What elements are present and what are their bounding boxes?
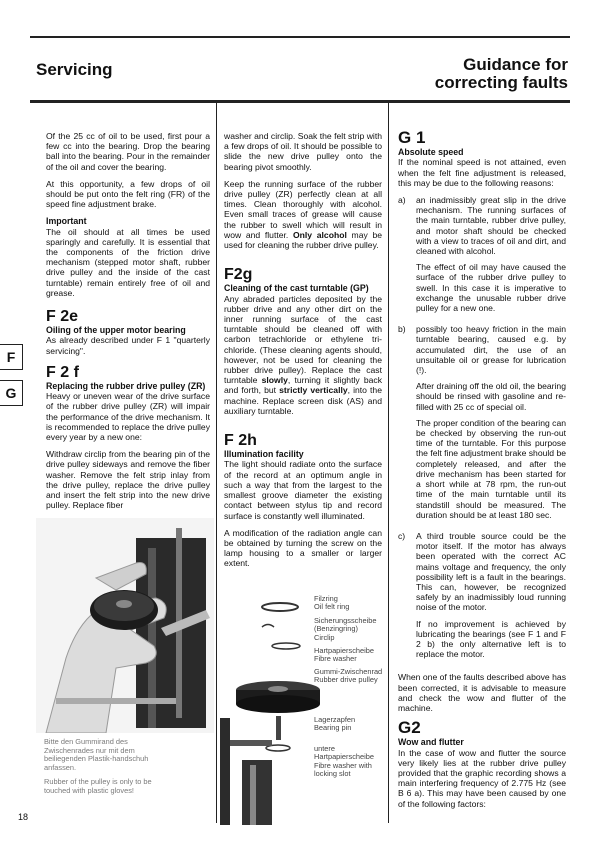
part-label-bearing-pin [314,716,386,733]
col2-p2-bold: Only alcohol [292,229,347,240]
col2-p2-end: may be used for cleaning the rubber drive pulley. [224,229,383,251]
list-item [398,531,566,665]
list-item [398,324,566,526]
part-en: Rubber drive pulley [314,675,378,685]
page-title-servicing: Servicing [36,60,113,79]
f2g-part-e: , into the machine. Replace screen disk (AS) and auxiliary turntable. [224,385,382,416]
item-b-text-2: After draining off the old oil, the bearing should be rinsed with gasoline and re-filled with 25 cc of special oil. [416,381,566,412]
section-g1-subtitle: Absolute speed [398,147,464,158]
photo-caption-english: Rubber of the pulley is only to be touched with plastic gloves! [44,777,152,795]
col1-paragraph-1: Of the 25 cc of oil to be used, first pour a few cc into the bearing. Drop the bearing ball into the bearing. Pour in the remainder of the oil and cover the bearing. [46,131,210,172]
f2g-part-c: , turning it slightly back and forth, but [224,375,383,396]
section-f2e-subtitle: Oiling of the upper motor bearing [46,325,186,336]
part-label-rubber-drive-pulley [314,668,386,685]
col2-paragraph-2 [224,179,382,250]
column-2 [224,131,382,576]
part-de: Filzring [314,594,338,603]
list-marker: c) [398,530,406,541]
item-a-text-2: The effect of oil may have caused the surface of the rubber drive pulley to swell. In this case it is imperative to exchange the unusable rubber drive pulley for a new one. [416,262,566,314]
section-g1-title: G 1 [398,128,426,147]
g1-reasons-list [398,195,566,665]
header-rule [30,100,570,103]
section-f2f-text-1: Heavy or uneven wear of the drive surface of the rubber drive pulley (ZR) will impair the performance of the drive mechanism. It is recommended to replace the drive pulley every year by a new one: [46,391,210,443]
part-label-fibre-washer-slot [314,745,386,779]
list-marker: b) [398,324,406,335]
glove-photo [36,518,214,733]
page-number: 18 [18,812,29,822]
f2g-bold-slowly: slowly [261,375,288,386]
col2-p2-start: Keep the running surface of the rubber drive pulley (ZR) perfectly clean at all times. Clean thoroughly with alcohol. Even small traces of grease will cause the rubber to swell which will result in wow and flutter. [224,178,382,240]
tab-g: G [0,380,23,406]
section-g2-text: In the case of wow and flutter the source very likely lies at the rubber drive pulley provided that the graphic recording shows a main interfering frequency of 2.775 Hz (see B 6 a). This may have been caused by one of the following factors: [398,747,566,809]
section-f2f-text-2: Withdraw circlip from the bearing pin of the drive pulley sideways and remove the fiber washer. Remove the felt strip inlay from the drive pulley, replace the drive pulley and insert the felt strip into the new drive pulley. Replace fiber [46,449,210,511]
column-divider-2 [388,103,389,823]
section-f2g-text [224,294,382,416]
part-en: Circlip [314,632,335,642]
column-divider-1 [216,103,217,823]
important-text: The oil should at all times be used sparingly and carefully. It is essential that the components of the friction drive mechanism (stepped motor shaft, rubber drive pulley and the inside of the cast turntable) remain entirely free of oil and grease. [46,226,210,298]
photo-caption-german: Bitte den Gummirand des Zwischenrades nur mit dem beiliegenden Plastik-handschuh anfassen. [44,737,149,772]
part-de: Lagerzapfen [314,715,356,724]
section-g2-title: G2 [398,718,421,738]
column-3 [398,128,567,816]
guidance-title-line2: correcting faults [434,73,568,92]
section-g2-subtitle: Wow and flutter [398,737,464,748]
item-c-text-2: If no improvement is achieved by lubricating the bearings (see F 1 and F 2 b) the only alternative left is to replace the motor. [416,618,566,660]
section-f2f-subtitle: Replacing the rubber drive pulley (ZR) [46,381,206,392]
column-1 [46,131,210,518]
list-item [398,195,566,319]
top-rule [30,36,570,38]
part-en: Bearing pin [314,723,352,733]
part-en: Oil felt ring [314,602,350,612]
part-de: Sicherungsscheibe (Benzingring) [314,616,377,634]
col2-paragraph-1: washer and circlip. Soak the felt strip with a few drops of oil. It should be possible to slide the new drive pulley onto the bearing pivot smoothly. [224,131,382,172]
part-de: Gummi-Zwischenrad [314,667,383,676]
section-f2e-text: As already described under F 1 "quarterly servicing". [46,335,210,356]
item-b-text-3: The proper condition of the bearing can be checked by observing the run-out time of the turntable. For this purpose the felt fine adjustment brake should be completely released, and after the drive mechanism has been started for a short while at 78 rpm, the run-out time of the main turntable until its standstill should be measured. The duration should be at least 180 sec. [416,417,567,520]
section-f2h-text-2: A modification of the radiation angle can be obtained by turning the screw on the lamp housing to a smaller or larger extent. [224,527,382,569]
part-de: untere Hartpapierscheibe [314,744,374,762]
section-f2h-subtitle: Illumination facility [224,449,304,460]
part-en: Fibre washer [314,654,357,664]
guidance-title-line1: Guidance for [463,55,568,74]
part-de: Hartpapierscheibe [314,646,374,655]
section-f2h-title: F 2h [224,432,257,450]
g1-closing-text: When one of the faults described above has been corrected, it is advisable to measure and check the wow and flutter of the machine. [398,672,566,713]
item-b-text-1: possibly too heavy friction in the main turntable bearing, caused e.g. by accumulated dirt, the use of an unsuitable oil or grease for lubrication (!). [416,324,566,376]
tab-f: F [0,344,23,370]
part-label-oil-felt-ring [314,595,386,612]
section-f2e-title: F 2e [46,308,79,326]
section-f2h-text-1: The light should radiate onto the surface of the record at an optimum angle in such a way that from the largest to the smallest groove diameter the existing contact between stylus tip and record surface is constantly well illuminated. [224,459,382,521]
col1-paragraph-2: At this opportunity, a few drops of oil should be put onto the felt ring (FR) of the speed fine adjustment brake. [46,178,210,210]
f2g-bold-vertically: strictly vertically [279,385,348,396]
section-f2f-title: F 2 f [46,363,79,381]
page-title-guidance [435,56,568,92]
list-marker: a) [398,195,406,206]
section-g1-intro: If the nominal speed is not attained, even when the felt fine adjustment is released, this may be due to the following reasons: [398,157,566,188]
part-label-circlip [314,617,386,642]
item-c-text-1: A third trouble source could be the motor itself. If the motor has always been operated with the correct AC mains voltage and frequency, the only possibility left is a fault in the bearings. This can, however, be recognized safely by an inadmissibly loud running noise of the motor. [416,530,566,613]
section-f2g-subtitle: Cleaning of the cast turntable (GP) [224,283,369,294]
section-f2g-title: F2g [224,266,253,284]
item-a-text-1: an inadmissibly great slip in the drive mechanism. The running surfaces of the main turntable, rubber drive pulley, and motor shaft should be checked with a view to traces of oil and dirt, and cleaned with alcohol. [416,195,566,257]
part-label-fibre-washer [314,647,386,664]
part-en: Fibre washer with locking slot [314,760,372,779]
important-heading: Important [46,216,87,227]
f2g-part-a: Any abraded particles deposited by the rubber drive and any other dirt on the inner running surface of the cast turntable should be cleaned off with carbon tetrachloride or ethylene tri-chloride. (These cleaning agents should, however, not be used for cleaning the rubber drive pulley). Replace the cast turntable [224,293,382,386]
